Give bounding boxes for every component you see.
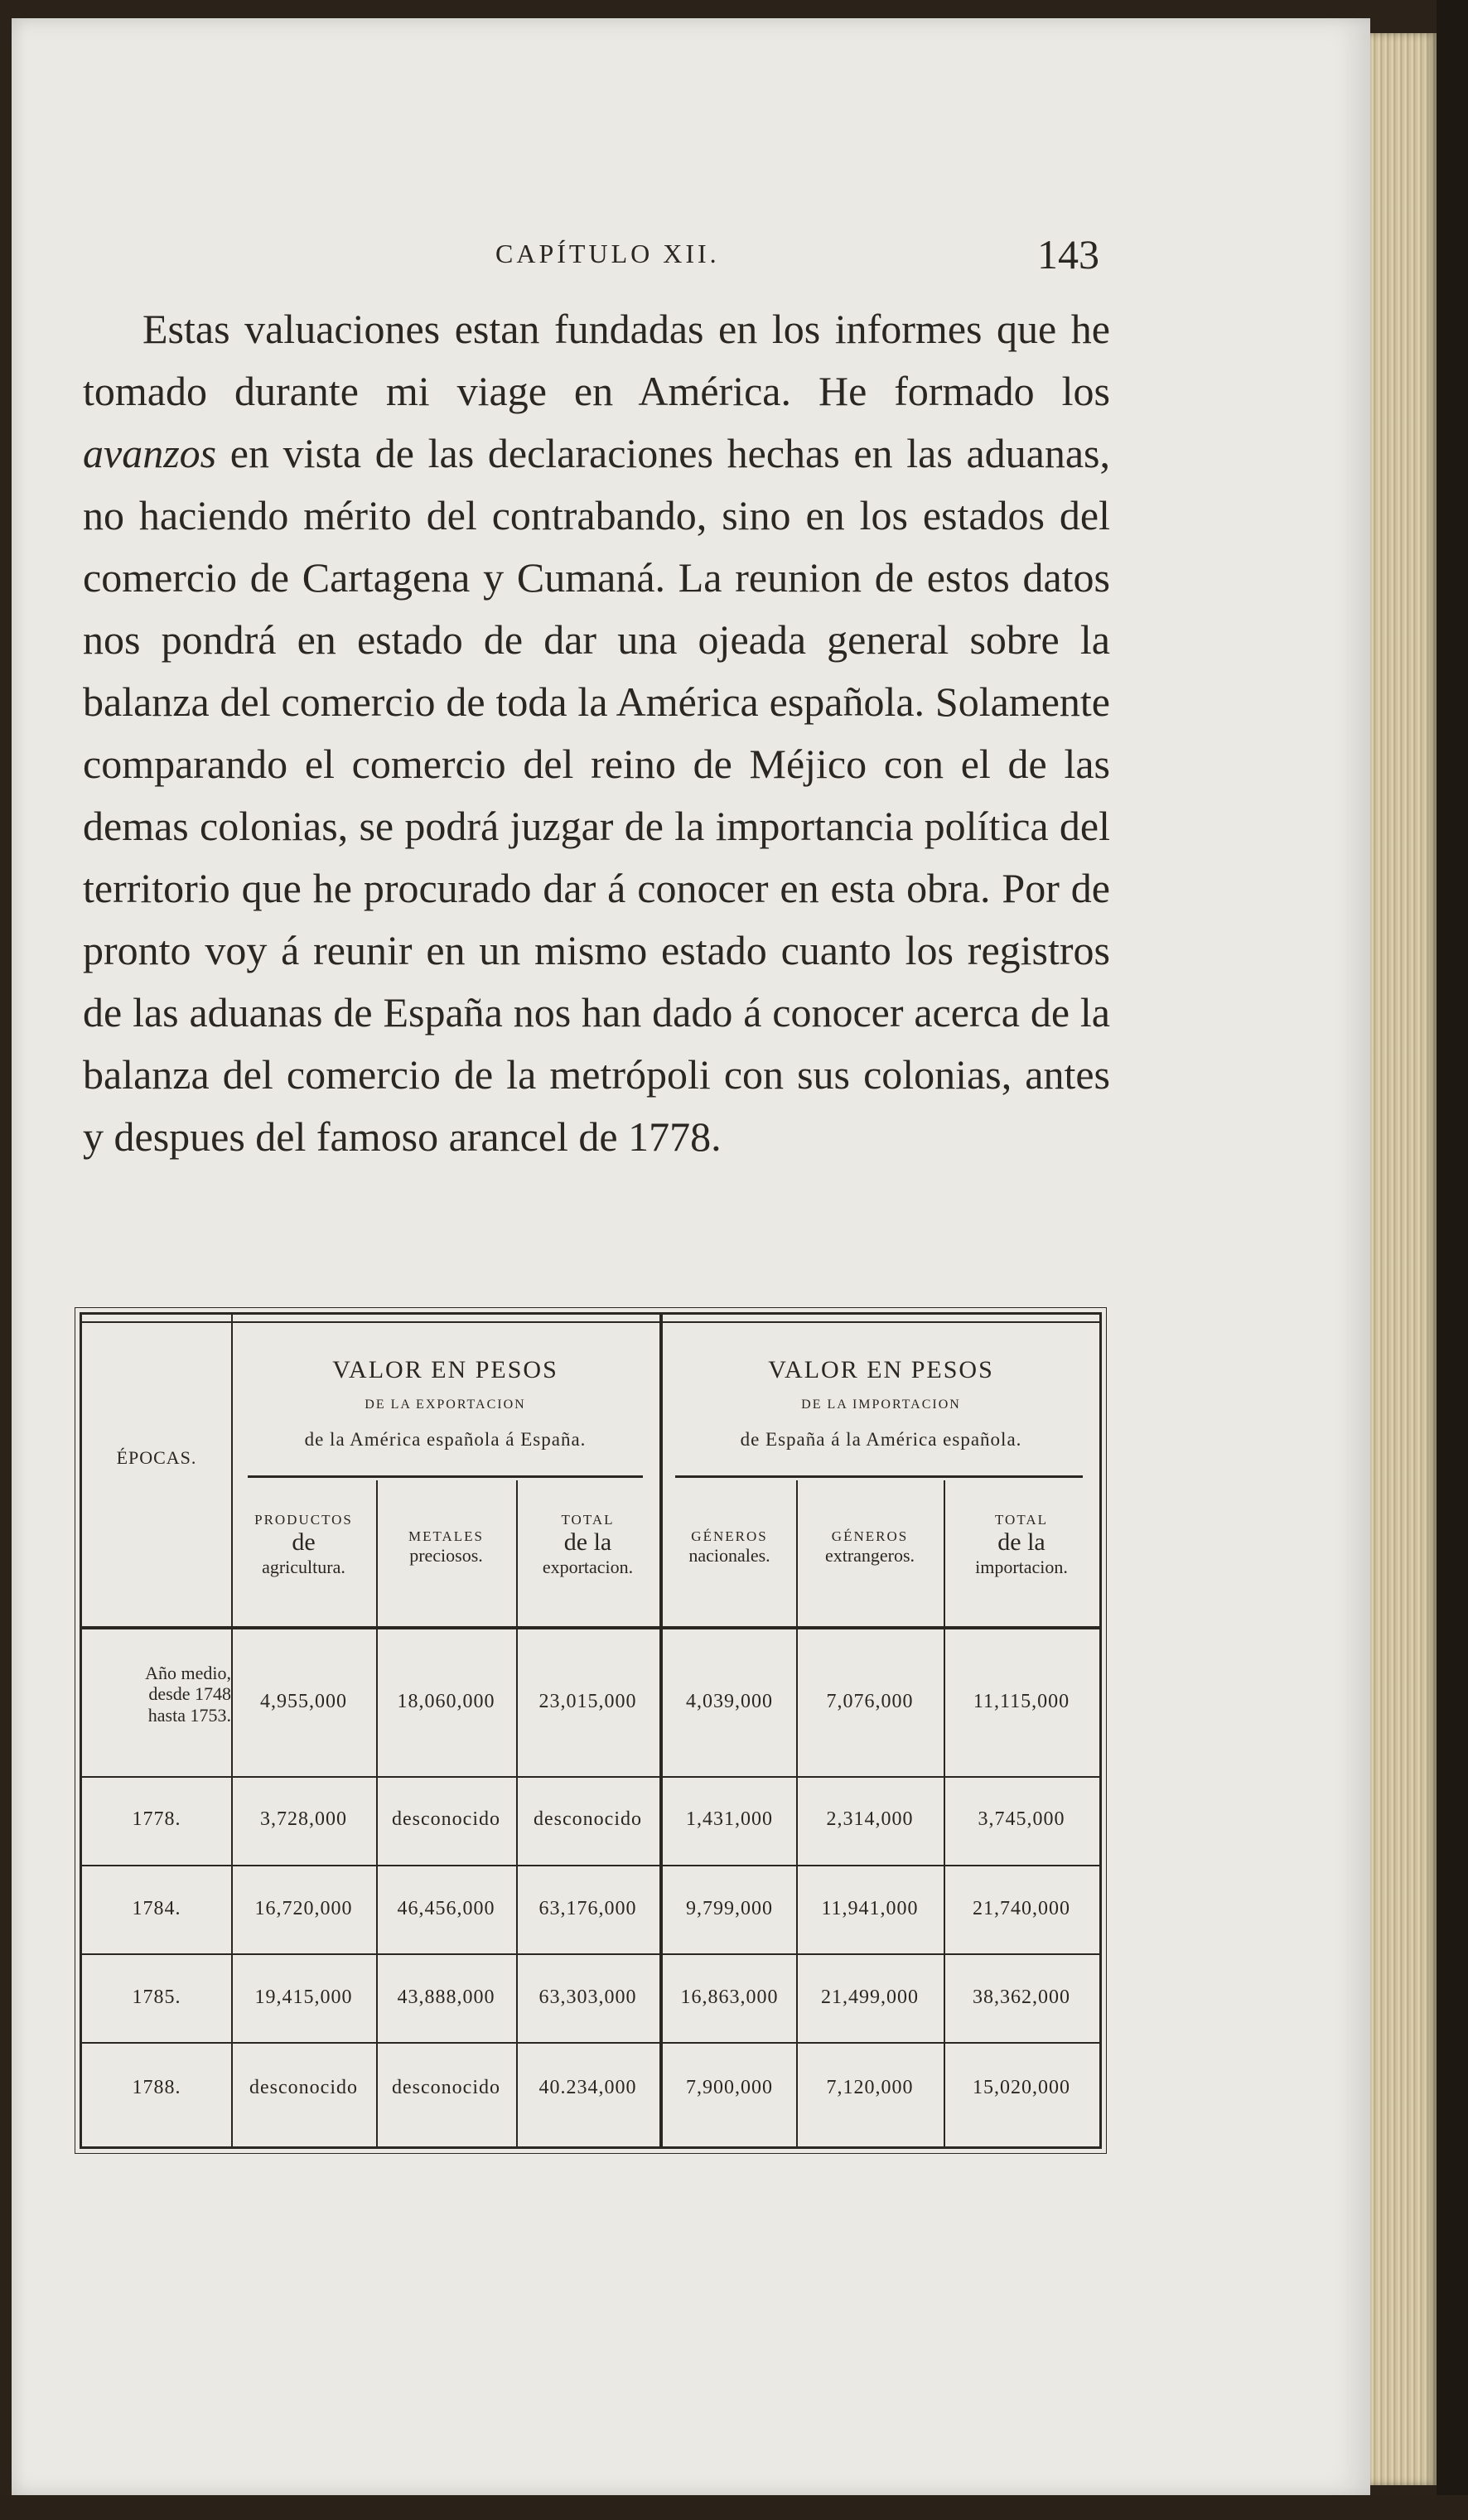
book-bottom-edge [0, 2495, 1468, 2520]
text-before-emphasis: Estas valuaciones estan fundadas en los informes que he tomado durante mi viage en América. He formado los [83, 306, 1110, 414]
epocas-header: ÉPOCAS. [116, 1447, 197, 1468]
table-cell: desconocido [392, 1808, 500, 1830]
import-brace [675, 1475, 1083, 1478]
table-cell: 46,456,000 [397, 1898, 495, 1919]
table-cell: 1,431,000 [686, 1808, 773, 1830]
col-header-total-import: TOTAL de la importacion. [975, 1512, 1068, 1578]
table-cell: 3,728,000 [260, 1808, 347, 1830]
col-header-nacionales: GÉNEROS nacionales. [688, 1528, 770, 1566]
table-cell: 23,015,000 [538, 1691, 637, 1712]
table-cell: 63,176,000 [538, 1898, 637, 1919]
export-group-subtitle: DE LA EXPORTACION [365, 1398, 526, 1412]
table-cell: 40.234,000 [538, 2077, 637, 2098]
table-cell: 7,900,000 [686, 2077, 773, 2098]
table-cell: 63,303,000 [538, 1987, 637, 2008]
export-brace [248, 1475, 643, 1478]
paragraph [83, 298, 1110, 1168]
table-row-epoca: 1784. [132, 1898, 181, 1919]
export-group-title: VALOR EN PESOS [332, 1356, 558, 1383]
table-cell: 3,745,000 [978, 1808, 1065, 1830]
table-cell: 11,941,000 [821, 1898, 919, 1919]
import-group-subtitle: DE LA IMPORTACION [801, 1398, 961, 1412]
table-cell: 9,799,000 [686, 1898, 773, 1919]
page-fore-edge [1370, 33, 1437, 2485]
row-rule [82, 1776, 1099, 1778]
table-cell: 43,888,000 [397, 1987, 495, 2008]
row-rule [82, 2042, 1099, 2044]
header-rule [82, 1626, 1099, 1629]
col-header-extrangeros: GÉNEROS extrangeros. [824, 1528, 915, 1566]
running-head: CAPÍTULO XII. [495, 239, 720, 268]
col-header-total-export: TOTAL de la exportacion. [542, 1512, 634, 1578]
import-group-route: de España á la América española. [740, 1429, 1022, 1450]
col-header-agricultura: PRODUCTOS de agricultura. [254, 1512, 353, 1578]
row-rule [82, 1953, 1099, 1955]
table-cell: 38,362,000 [973, 1987, 1070, 2008]
import-group-title: VALOR EN PESOS [768, 1356, 994, 1383]
text-after-emphasis: en vista de las declaraciones hechas en las aduanas, no haciendo mérito del contrabando, sino en los estados del comercio de Cartagena y Cumaná. La reunion de estos datos nos pondrá en estado de dar una ojeada general sobre la balanza del comercio de toda la América española. Solamente comparando el comercio del reino de Méjico con el de las demas colonias, se podrá juzgar de la importancia política del territorio que he procurado dar á conocer en esta obra. Por de pronto voy á reunir en un mismo estado cuanto los registros de las aduanas de España nos han dado á conocer acerca de la balanza del comercio de la metrópoli con sus colonias, antes y despues del famoso arancel de 1778. [83, 430, 1110, 1160]
table-cell: 15,020,000 [973, 2077, 1070, 2098]
col-header-metales: METALES preciosos. [408, 1528, 485, 1566]
book-cover-edge [1437, 0, 1468, 2520]
table-cell: 7,076,000 [826, 1691, 914, 1712]
table-row-epoca: 1778. [132, 1808, 181, 1830]
table-cell: 2,314,000 [826, 1808, 914, 1830]
table-cell: 18,060,000 [397, 1691, 495, 1712]
table-cell: 21,740,000 [973, 1898, 1070, 1919]
table-cell: 16,863,000 [680, 1987, 779, 2008]
export-group-route: de la América española á España. [304, 1429, 587, 1450]
table-cell: 21,499,000 [821, 1987, 919, 2008]
table-cell: desconocido [534, 1808, 642, 1830]
table-cell: 7,120,000 [826, 2077, 914, 2098]
page-number: 143 [1037, 231, 1099, 278]
table-cell: desconocido [249, 2077, 358, 2098]
table-cell: 19,415,000 [254, 1987, 353, 2008]
emphasized-word: avanzos [83, 430, 217, 476]
table-cell: 4,039,000 [686, 1691, 773, 1712]
top-rule [82, 1321, 1099, 1323]
table-cell: 16,720,000 [254, 1898, 353, 1919]
body-paragraph [83, 298, 1110, 1168]
table-row-epoca: 1785. [132, 1987, 181, 2008]
table-row-epoca: 1788. [132, 2077, 181, 2098]
table-row-epoca: Año medio, desde 1748 hasta 1753. [145, 1663, 231, 1726]
table-cell: desconocido [392, 2077, 500, 2098]
table-cell: 4,955,000 [260, 1691, 347, 1712]
table-cell: 11,115,000 [973, 1691, 1070, 1712]
row-rule [82, 1865, 1099, 1866]
trade-balance-table [80, 1312, 1102, 2149]
